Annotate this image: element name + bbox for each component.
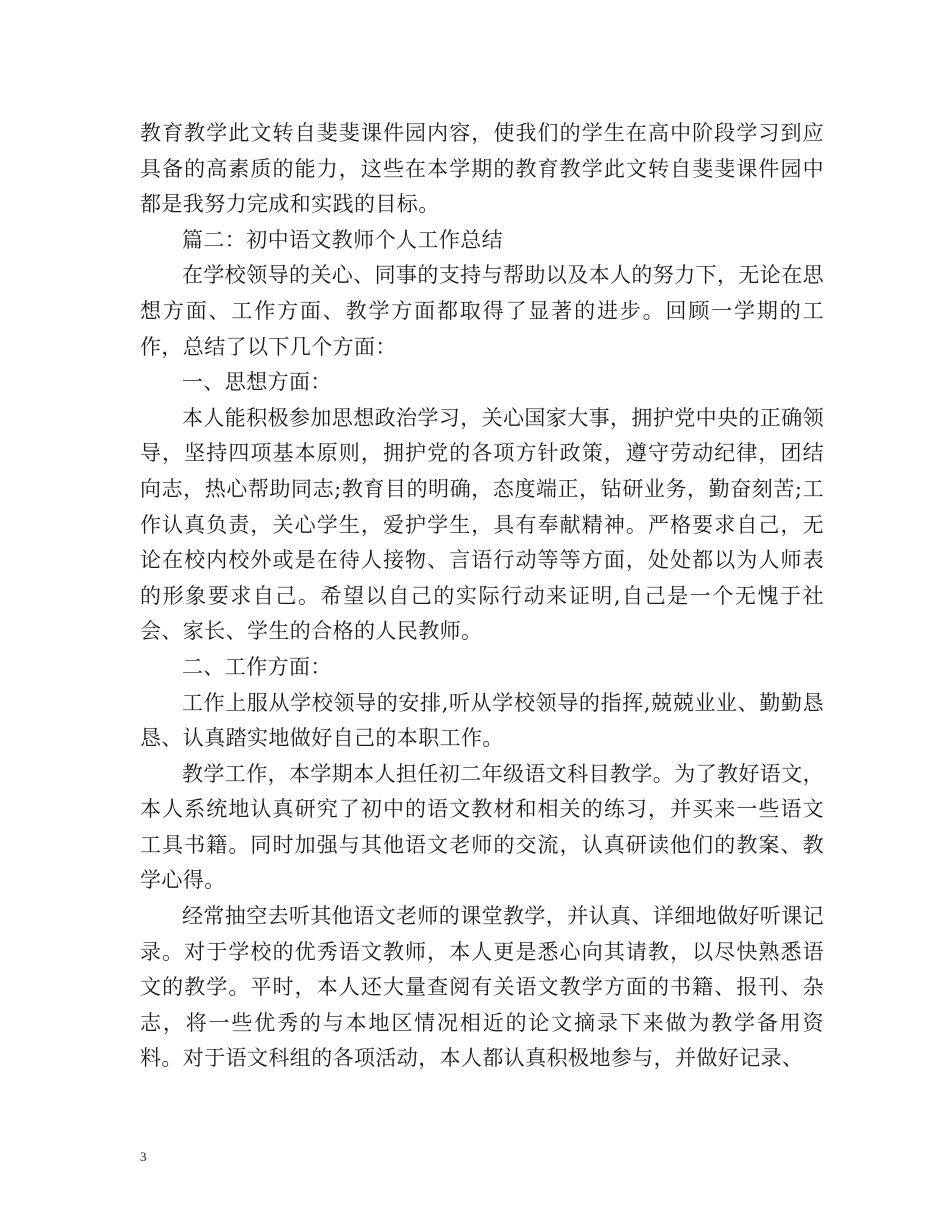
paragraph-continuation: 教育教学此文转自斐斐课件园内容，使我们的学生在高中阶段学习到应具备的高素质的能力，这些在本学期的教育教学此文转自斐斐课件园中都是我努力完成和实践的目标。 — [140, 121, 824, 217]
section-heading-ideology: 一、思想方面： — [182, 370, 332, 395]
page-number: 3 — [140, 1149, 147, 1164]
section-heading-work: 二、工作方面： — [182, 654, 332, 679]
paragraph-intro: 在学校领导的关心、同事的支持与帮助以及本人的努力下，无论在思想方面、工作方面、教学方面都取得了显著的进步。回顾一学期的工作，总结了以下几个方面： — [140, 263, 824, 359]
paragraph-work: 工作上服从学校领导的安排,听从学校领导的指挥,兢兢业业、勤勤恳恳、认真踏实地做好自己的本职工作。 — [140, 690, 824, 751]
paragraph-observation: 经常抽空去听其他语文老师的课堂教学，并认真、详细地做好听课记录。对于学校的优秀语文教师，本人更是悉心向其请教，以尽快熟悉语文的教学。平时，本人还大量查阅有关语文教学方面的书籍、报刊、杂志，将一些优秀的与本地区情况相近的论文摘录下来做为教学备用资料。对于语文科组的各项活动，本人都认真积极地参与，并做好记录、 — [140, 904, 824, 1071]
paragraph-teaching: 教学工作，本学期本人担任初二年级语文科目教学。为了教好语文，本人系统地认真研究了初中的语文教材和相关的练习，并买来一些语文工具书籍。同时加强与其他语文老师的交流，认真研读他们的教案、教学心得。 — [140, 761, 824, 893]
section-heading-article-two: 篇二：初中语文教师个人工作总结 — [182, 227, 503, 252]
paragraph-ideology: 本人能积极参加思想政治学习，关心国家大事，拥护党中央的正确领导，坚持四项基本原则，拥护党的各项方针政策，遵守劳动纪律，团结向志，热心帮助同志;教育目的明确，态度端正，钻研业务，勤奋刻苦;工作认真负责，关心学生，爱护学生，具有奉献精神。严格要求自己，无论在校内校外或是在待人接物、言语行动等等方面，处处都以为人师表的形象要求自己。希望以自己的实际行动来证明,自己是一个无愧于社会、家长、学生的合格的人民教师。 — [140, 405, 824, 644]
document-body — [140, 116, 824, 1077]
